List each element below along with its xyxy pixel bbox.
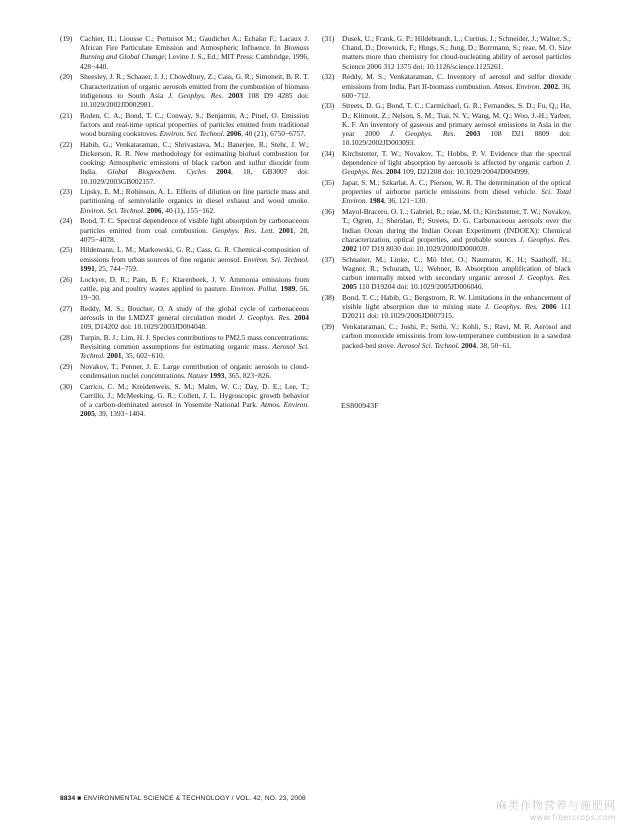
reference-year: 2006 <box>541 302 557 312</box>
reference-year: 2005 <box>80 409 95 419</box>
reference-text: 111 D20211 doi: 10.1029/2006JD007315. <box>342 302 571 321</box>
reference-number: (37) <box>322 254 335 264</box>
reference-entry <box>60 362 309 380</box>
reference-entry <box>322 72 571 100</box>
reference-journal: Global Biogeochem. Cycles <box>107 167 207 177</box>
reference-text: Kirchstetter, T. W.; Novakov, T.; Hobbs, P. V. Evidence that the spectral dependence of light absorption by aerosols is affected by organic carbon <box>342 148 571 168</box>
reference-entry <box>322 207 571 253</box>
reference-text: Hildemann, L. M.; Markowski, G. R.; Cass, G. R. Chemical-composition of emissions from urban sources of fine organic aerosol. <box>80 245 309 264</box>
reference-number: (38) <box>322 292 335 302</box>
reference-number: (22) <box>60 139 73 149</box>
reference-year: 2002 <box>342 243 357 253</box>
reference-entry <box>322 101 571 147</box>
site-watermark <box>492 800 616 824</box>
reference-number: (35) <box>322 178 335 188</box>
reference-number: (29) <box>60 361 73 371</box>
reference-text: Bond, T. C. Spectral dependence of visible light absorption by carbonaceous particles emitted from coal combustion. <box>80 216 309 235</box>
reference-journal: Environ. Sci. Technol. <box>243 254 309 264</box>
manuscript-code: ES800943F <box>341 401 379 410</box>
reference-text: , 25, 744−759. <box>94 263 138 273</box>
reference-year: 2006 <box>146 205 162 215</box>
reference-text: Reddy, M. S.; Venkataraman, C. Inventory of aerosol and sulfur dioxide emissions from India. Part II-biomass combustion. <box>342 72 571 91</box>
reference-number: (23) <box>60 187 73 197</box>
reference-year: 2003 <box>465 129 481 139</box>
reference-number: (39) <box>322 322 335 332</box>
reference-entry <box>322 322 571 350</box>
watermark-chinese: 麻类作物营养与施肥网 <box>496 799 616 812</box>
journal-line: ENVIRONMENTAL SCIENCE & TECHNOLOGY / VOL. 42, NO. 23, 2008 <box>83 795 306 802</box>
reference-number: (19) <box>60 34 73 43</box>
reference-text: , 56, 19−30. <box>80 283 309 302</box>
reference-text: 107 D19 8030 doi: 10.1029/2000JD000039. <box>356 243 490 253</box>
reference-entry <box>60 304 309 332</box>
reference-text: Bond, T. C.; Habib, G.; Bergstrom, R. W. Limitations in the enhancement of visible light absorption due to mixing state <box>342 292 571 312</box>
reference-year: 1991 <box>80 263 95 273</box>
reference-entry <box>60 216 309 244</box>
reference-entry <box>322 255 571 292</box>
reference-column-right <box>322 34 571 351</box>
reference-text: Turpin, B. J.; Lim, H. J. Species contributions to PM2.5 mass concentrations: Revisiting common assumptions for estimating organic mass. <box>80 332 309 351</box>
reference-year: 1993 <box>209 371 225 381</box>
reference-text <box>455 129 465 138</box>
reference-journal: J. Geophys. Res. <box>389 129 456 139</box>
reference-journal: J. Geophys. Res. <box>518 273 571 283</box>
reference-text: Lockyer, D. R.; Pain, B. F.; Klarenbeek, J. V. Ammonia emissions from cattle, pig and poultry wastes applied to pasture. <box>80 274 309 293</box>
reference-year: 1984 <box>369 196 385 206</box>
reference-text: 108 D21 8809 doi: 10.1029/2002JD003093. <box>342 129 571 148</box>
reference-text: Habib, G.; Venkataraman, C.; Shrivastava, M.; Banerjee, R.; Stehr, J. W.; Dickerson, R. R. New methodology for estimating biofuel combustion for cooking: Atmospheric emissions of black carbon and sulfur dioxide from India. <box>80 139 309 177</box>
reference-text: Reddy, M. S.; Boucher, O. A study of the global cycle of carbonaceous aerosols in the LMDZT general circulation model <box>80 303 309 322</box>
reference-entry <box>60 245 309 273</box>
reference-text: , 38, 50−61. <box>476 340 512 350</box>
reference-entry <box>60 72 309 109</box>
reference-entry <box>60 111 309 139</box>
reference-text: Lipsky, E. M.; Robinson, A. L. Effects of dilution on fine particle mass and partitioning of semivolatile organics in diesel exhaust and wood smoke. <box>80 187 309 206</box>
reference-text: ; Levine J. S., Ed.; MIT Press: Cambridge, 1996, 428−440. <box>80 52 309 71</box>
reference-entry <box>60 333 309 361</box>
reference-text: , 39, 1393−1404. <box>94 409 146 419</box>
reference-number: (31) <box>322 34 335 43</box>
reference-text: Streets, D. G.; Bond, T. C.; Carmichael, G. R.; Fernandes, S. D.; Fu, Q.; He, D.; Klimont, Z.; Nelson, S. M.; Tsai, N. Y.; Wang, M. Q.; Woo, J.-H.; Yarber, K. F. An inventory of gaseous and primary aerosol emissions in Asia in the year 2000 <box>342 101 571 139</box>
reference-text: 109, D21208 doi: 10.1029/2004JD004999. <box>400 167 530 177</box>
reference-year: 2004 <box>385 167 401 177</box>
reference-entry <box>60 275 309 303</box>
reference-year: 2001 <box>106 351 122 361</box>
reference-text: Sheesley, J. R.; Schauer, J. J.; Chowdhury, Z.; Cass, G. R.; Simoneit, B. R. T. Characterization of organic aerosols emitted from the combustion of biomass indigenous to South Asia <box>80 72 309 100</box>
reference-year: 2004 <box>294 312 309 322</box>
reference-entry <box>60 140 309 186</box>
reference-number: (30) <box>60 381 73 391</box>
reference-journal: J. Geophys. Res. <box>519 234 571 244</box>
reference-text: , 28, 4075−4078. <box>80 225 309 244</box>
reference-journal: Biomass Burning and Global Change <box>80 43 309 62</box>
footer-separator: ■ <box>77 795 82 802</box>
reference-journal: J. Geophys. Res. <box>484 302 538 312</box>
reference-number: (32) <box>322 72 335 82</box>
reference-text: 108 D9 4285 doi: 10.1029/2002JD002981. <box>80 90 309 109</box>
reference-number: (27) <box>60 303 73 313</box>
reference-text: 110 D19204 doi: 10.1029/2005JD006046. <box>356 282 484 292</box>
reference-journal: J. Geophys. Res. <box>342 158 571 177</box>
reference-number: (25) <box>60 245 73 255</box>
reference-entry <box>60 382 309 419</box>
reference-number: (28) <box>60 332 73 342</box>
reference-entry <box>322 149 571 177</box>
reference-text: 109, D14202 doi: 10.1029/2003JD004048. <box>80 322 207 332</box>
reference-text: , 18, GB3007 doi: 10.1029/2003GB002157. <box>80 167 309 186</box>
reference-journal: Atmos. Environ. <box>260 400 309 410</box>
reference-number: (26) <box>60 274 73 284</box>
reference-year: 2001 <box>278 225 294 235</box>
reference-journal: Environ. Sci. Technol. <box>80 205 145 215</box>
reference-journal: Sci. Total Environ. <box>342 187 571 206</box>
reference-journal: Nature <box>187 371 208 381</box>
reference-number: (24) <box>60 216 73 226</box>
reference-text: Cachier, H.; Liousse C.; Pertuisot M.; Gaudichet A.; Echalar F.; Lacaux J. African Fire Particulate Emission and Atmospheric Influence. In <box>80 34 309 53</box>
reference-year: 1989 <box>280 283 296 293</box>
reference-text: , 365, 823−826. <box>224 371 272 381</box>
reference-journal: Atmos. Environ. <box>493 81 542 91</box>
reference-text: , 40 (21), 6750−6757. <box>241 129 306 139</box>
reference-entry <box>60 187 309 215</box>
reference-year: 2004 <box>461 340 477 350</box>
reference-text: Roden, C. A.; Bond, T. C.; Conway, S.; Benjamin, A.; Pinel, O. Emission factors and real-time optical properties of particles emitted from traditional wood burning cookstoves. <box>80 110 309 139</box>
reference-entry <box>60 34 309 71</box>
reference-entry <box>322 34 571 71</box>
reference-text: Schnaiter, M.; Linke, C.; Mö hler, O.; Naumann, K. H.; Saathoff, H.; Wagner, R.; Schurath, U.; Wehner, B. Absorption amplification of black carbon internally mixed with secondary organic aerosol <box>342 254 571 283</box>
reference-entry <box>322 293 571 321</box>
page-number: 8834 <box>60 795 76 802</box>
reference-journal: Geophys. Res. Lett. <box>212 225 275 235</box>
reference-text: Mayol-Bracero, O. L.; Gabriel, R.; reae, M. O.; Kirchstetter, T. W.; Novakov, T.; Ogren, J.; Sheridan, P.; Streets, D. G. Carbonaceous aerosols over the Indian Ocean during the Indian Ocean Experiment (INDOEX): Chemical characterization, optical properties, and probable sources <box>342 207 571 244</box>
reference-entry <box>322 178 571 206</box>
reference-number: (20) <box>60 72 73 82</box>
reference-number: (33) <box>322 101 335 111</box>
reference-text: Japar, S. M.; Szkarlat, A. C.; Pierson, W. R. The determination of the optical properties of airborne particle emissions from diesel vehicle. <box>342 178 571 197</box>
reference-year: 2005 <box>342 282 357 292</box>
reference-text: , 36, 121−130. <box>384 196 428 206</box>
reference-text: Dusek, U.; Frank, G. P.; Hildebrandt, L.; Curtius, J.; Schneider, J.; Walter, S.; Chand, D.; Drewnick, F.; Hings, S.; Jung, D.; Borrmann, S.; reae, M. O. Size matters more than chemistry for cloud-nucleating ability of aerosol particles Science 2006 312 1375 doi: 10.1126/science.1125261. <box>342 34 571 71</box>
reference-text: Novakov, T.; Penner, J. E. Large contribution of organic aerosols to cloud-condensation nuclei concentrations. <box>80 361 309 381</box>
reference-journal: J. Geophys. Res. <box>168 90 224 100</box>
reference-journal: Environ. Sci. Technol. <box>159 129 225 139</box>
reference-text: , 35, 602−610. <box>121 351 165 361</box>
reference-journal: Aerosol Sci. Technol. <box>80 342 309 361</box>
reference-text <box>206 167 216 176</box>
reference-year: 2003 <box>228 90 243 100</box>
reference-number: (34) <box>322 148 335 158</box>
reference-number: (36) <box>322 207 335 217</box>
reference-year: 2004 <box>216 167 231 177</box>
reference-text: , 36, 600−712. <box>342 81 571 100</box>
reference-column-left <box>60 34 309 420</box>
reference-year: 2006 <box>226 129 242 139</box>
reference-text: Venkataraman, C.; Joshi, P.; Sethi, V.; Kohli, S.; Ravi, M. R. Aerosol and carbon monoxide emissions from low-temperature combustion in a sawdust packed-bed stove. <box>342 322 571 350</box>
reference-text: Carrico, C. M.; Kreidenweis, S. M.; Malm, W. C.; Day, D. E.; Lee, T.; Carrillo, J.; McMeeking, G. R.; Collett, J. L. Hygroscopic growth behavior of a carbon-dominated aerosol in Yosemite National Park. <box>80 381 309 410</box>
reference-year: 2002 <box>543 81 559 91</box>
reference-journal: Environ. Pollut. <box>230 283 278 293</box>
page-footer <box>60 795 306 802</box>
reference-text: , 40 (1), 155−162. <box>161 205 216 215</box>
reference-journal: J. Geophys. Res. <box>239 312 291 322</box>
reference-journal: Aerosol Sci. Technol. <box>397 340 460 350</box>
reference-number: (21) <box>60 110 73 120</box>
watermark-url: www.fibercrops.com <box>529 813 616 822</box>
